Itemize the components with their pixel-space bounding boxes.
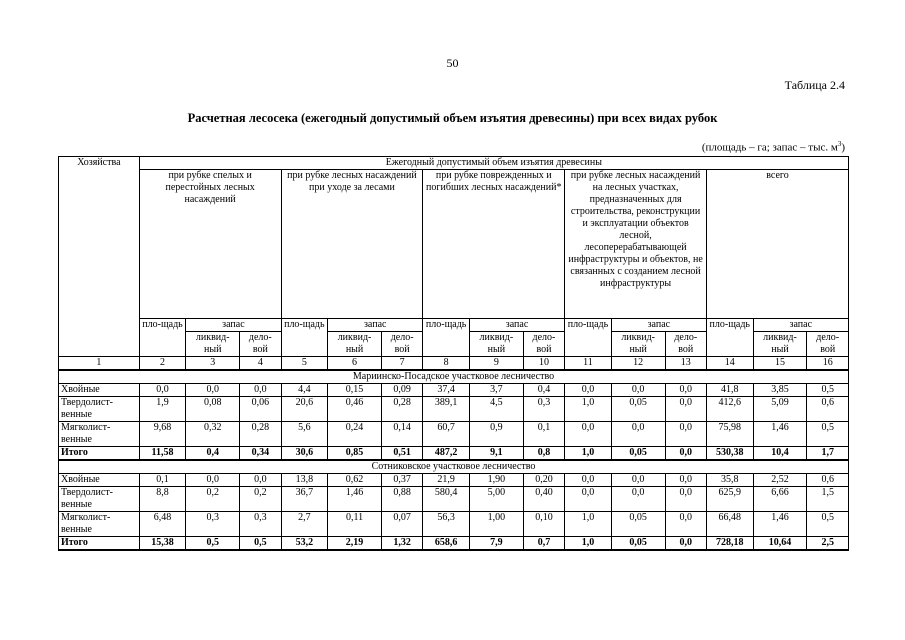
table-cell: 0,0 (611, 422, 665, 447)
header-stock: запас (753, 319, 848, 332)
table-row (59, 487, 849, 512)
total-cell: 0,0 (665, 537, 706, 551)
table-cell: 0,0 (240, 474, 281, 487)
column-number: 4 (240, 357, 281, 371)
table-cell: 0,09 (381, 384, 422, 397)
header-liquid: ликвид-ный (753, 332, 807, 357)
column-number: 16 (807, 357, 849, 371)
table-cell: 0,14 (381, 422, 422, 447)
column-numbers-row (59, 357, 849, 371)
header-stock: запас (328, 319, 423, 332)
total-cell: 15,38 (139, 537, 186, 551)
total-cell: 1,0 (565, 447, 612, 461)
table-cell: 0,5 (807, 384, 849, 397)
total-cell: 0,05 (611, 447, 665, 461)
table-cell: 13,8 (281, 474, 328, 487)
total-label: Итого (59, 447, 140, 461)
table-cell: 0,0 (665, 512, 706, 537)
header-business: дело-вой (240, 332, 281, 357)
total-cell: 0,5 (240, 537, 281, 551)
table-cell: 0,0 (240, 384, 281, 397)
total-row (59, 447, 849, 461)
column-number: 3 (186, 357, 240, 371)
total-cell: 1,32 (381, 537, 422, 551)
table-cell: 60,7 (423, 422, 470, 447)
table-cell: 0,9 (469, 422, 523, 447)
table-cell: 1,5 (807, 487, 849, 512)
header-row-label: Хозяйства (59, 157, 140, 357)
total-cell: 0,05 (611, 537, 665, 551)
row-name: Мягколист-венные (59, 512, 140, 537)
total-cell: 0,8 (523, 447, 564, 461)
table-row (59, 512, 849, 537)
total-cell: 2,5 (807, 537, 849, 551)
total-cell: 0,34 (240, 447, 281, 461)
table-cell: 6,48 (139, 512, 186, 537)
units-superscript: 3 (837, 140, 842, 148)
column-number: 15 (753, 357, 807, 371)
total-cell: 1,0 (565, 537, 612, 551)
total-cell: 53,2 (281, 537, 328, 551)
row-name: Мягколист-венные (59, 422, 140, 447)
header-liquid: ликвид-ный (328, 332, 382, 357)
column-number: 9 (469, 357, 523, 371)
column-number: 2 (139, 357, 186, 371)
total-cell: 530,38 (706, 447, 753, 461)
table-cell: 41,8 (706, 384, 753, 397)
section-row (59, 460, 849, 474)
table-cell: 0,6 (807, 397, 849, 422)
table-cell: 0,0 (565, 487, 612, 512)
total-cell: 10,64 (753, 537, 807, 551)
table-cell: 0,0 (665, 422, 706, 447)
table-cell: 0,0 (611, 487, 665, 512)
table-title: Расчетная лесосека (ежегодный допустимый объем изъятия древесины) при всех видах рубок (187, 111, 718, 125)
table-cell: 20,6 (281, 397, 328, 422)
header-business: дело-вой (665, 332, 706, 357)
total-cell: 2,19 (328, 537, 382, 551)
table-cell: 0,3 (523, 397, 564, 422)
header-liquid: ликвид-ный (469, 332, 523, 357)
table-cell: 1,0 (565, 397, 612, 422)
table-cell: 0,46 (328, 397, 382, 422)
column-number: 13 (665, 357, 706, 371)
total-cell: 0,4 (186, 447, 240, 461)
section-row (59, 370, 849, 384)
table-cell: 1,46 (753, 512, 807, 537)
total-cell: 10,4 (753, 447, 807, 461)
header-area: пло-щадь (139, 319, 186, 357)
table-cell: 0,0 (565, 422, 612, 447)
total-cell: 30,6 (281, 447, 328, 461)
table-cell: 412,6 (706, 397, 753, 422)
column-number: 1 (59, 357, 140, 371)
total-cell: 1,7 (807, 447, 849, 461)
table-row (59, 422, 849, 447)
page-number: 50 (446, 56, 459, 70)
table-cell: 4,4 (281, 384, 328, 397)
total-cell: 658,6 (423, 537, 470, 551)
header-business: дело-вой (807, 332, 849, 357)
table-cell: 0,0 (611, 384, 665, 397)
table-cell: 0,1 (139, 474, 186, 487)
row-name: Твердолист-венные (59, 487, 140, 512)
total-cell: 11,58 (139, 447, 186, 461)
table-cell: 0,3 (240, 512, 281, 537)
header-col-total: всего (706, 170, 848, 319)
table-cell: 3,7 (469, 384, 523, 397)
header-stock: запас (469, 319, 564, 332)
table-cell: 625,9 (706, 487, 753, 512)
column-number: 7 (381, 357, 422, 371)
table-cell: 0,11 (328, 512, 382, 537)
total-cell: 9,1 (469, 447, 523, 461)
table-cell: 0,08 (186, 397, 240, 422)
units-close: ) (841, 141, 845, 154)
header-row-group (59, 157, 849, 170)
table-cell: 0,06 (240, 397, 281, 422)
header-row-measures (59, 319, 849, 332)
table-cell: 0,20 (523, 474, 564, 487)
table-cell: 0,0 (665, 474, 706, 487)
table-cell: 3,85 (753, 384, 807, 397)
table-cell: 4,5 (469, 397, 523, 422)
table-cell: 0,40 (523, 487, 564, 512)
table-cell: 5,09 (753, 397, 807, 422)
table-number: Таблица 2.4 (784, 78, 845, 92)
header-business: дело-вой (381, 332, 422, 357)
header-row-categories (59, 170, 849, 319)
header-area: пло-щадь (706, 319, 753, 357)
header-col-thinning: при рубке лесных насаждений при уходе за лесами (281, 170, 423, 319)
table-cell: 0,88 (381, 487, 422, 512)
total-cell: 487,2 (423, 447, 470, 461)
table-cell: 0,10 (523, 512, 564, 537)
table-cell: 389,1 (423, 397, 470, 422)
total-cell: 7,9 (469, 537, 523, 551)
table-cell: 0,0 (565, 474, 612, 487)
table-cell: 0,05 (611, 512, 665, 537)
header-liquid: ликвид-ный (186, 332, 240, 357)
table-cell: 1,9 (139, 397, 186, 422)
table-cell: 0,15 (328, 384, 382, 397)
column-number: 8 (423, 357, 470, 371)
header-liquid: ликвид-ный (611, 332, 665, 357)
table-cell: 0,37 (381, 474, 422, 487)
table-cell: 37,4 (423, 384, 470, 397)
table-cell: 0,0 (186, 384, 240, 397)
header-area: пло-щадь (281, 319, 328, 357)
header-stock: запас (611, 319, 706, 332)
table-cell: 75,98 (706, 422, 753, 447)
table-cell: 0,6 (807, 474, 849, 487)
table-cell: 5,6 (281, 422, 328, 447)
table-cell: 1,46 (328, 487, 382, 512)
table-cell: 0,0 (665, 397, 706, 422)
total-label: Итого (59, 537, 140, 551)
table-cell: 1,90 (469, 474, 523, 487)
table-cell: 56,3 (423, 512, 470, 537)
table-cell: 0,0 (611, 474, 665, 487)
header-business: дело-вой (523, 332, 564, 357)
table-cell: 0,32 (186, 422, 240, 447)
column-number: 5 (281, 357, 328, 371)
header-col-mature: при рубке спелых и перестойных лесных насаждений (139, 170, 281, 319)
row-name: Хвойные (59, 384, 140, 397)
table-cell: 0,0 (186, 474, 240, 487)
table-cell: 0,5 (807, 422, 849, 447)
table-cell: 6,66 (753, 487, 807, 512)
table-cell: 0,0 (565, 384, 612, 397)
table-cell: 0,07 (381, 512, 422, 537)
table-cell: 5,00 (469, 487, 523, 512)
total-cell: 0,0 (665, 447, 706, 461)
table-row (59, 474, 849, 487)
total-cell: 728,18 (706, 537, 753, 551)
table-cell: 0,62 (328, 474, 382, 487)
table-cell: 0,2 (240, 487, 281, 512)
table-cell: 0,28 (381, 397, 422, 422)
table-cell: 1,46 (753, 422, 807, 447)
table-cell: 2,7 (281, 512, 328, 537)
column-number: 11 (565, 357, 612, 371)
section-title: Мариинско-Посадское участковое лесничество (59, 370, 849, 384)
forest-cut-table (58, 156, 849, 551)
table-cell: 0,2 (186, 487, 240, 512)
total-cell: 0,5 (186, 537, 240, 551)
table-row (59, 384, 849, 397)
total-row (59, 537, 849, 551)
row-name: Твердолист-венные (59, 397, 140, 422)
table-cell: 1,0 (565, 512, 612, 537)
table-cell: 2,52 (753, 474, 807, 487)
header-col-damaged: при рубке поврежденных и погибших лесных насаждений* (423, 170, 565, 319)
table-cell: 0,0 (665, 384, 706, 397)
section-title: Сотниковское участковое лесничество (59, 460, 849, 474)
units-note (702, 140, 845, 154)
units-text: (площадь – га; запас – тыс. м (701, 141, 838, 154)
table-row (59, 397, 849, 422)
table-cell: 0,05 (611, 397, 665, 422)
header-group: Ежегодный допустимый объем изъятия древесины (139, 157, 848, 170)
table-cell: 0,3 (186, 512, 240, 537)
table-cell: 0,5 (807, 512, 849, 537)
total-cell: 0,51 (381, 447, 422, 461)
table-cell: 1,00 (469, 512, 523, 537)
header-stock: запас (186, 319, 281, 332)
table-cell: 580,4 (423, 487, 470, 512)
table-cell: 0,24 (328, 422, 382, 447)
table-cell: 0,0 (139, 384, 186, 397)
table-cell: 0,0 (665, 487, 706, 512)
table-cell: 36,7 (281, 487, 328, 512)
table-cell: 35,8 (706, 474, 753, 487)
table-cell: 0,28 (240, 422, 281, 447)
table-cell: 21,9 (423, 474, 470, 487)
header-area: пло-щадь (565, 319, 612, 357)
table-cell: 66,48 (706, 512, 753, 537)
header-col-construction: при рубке лесных насаждений на лесных участках, предназначенных для строительства, реконструкции и эксплуатации объектов лесной, лесоперерабатывающей инфраструктуры и объектов, не связанных с созданием лесной инфраструктуры (565, 170, 707, 319)
table-cell: 0,4 (523, 384, 564, 397)
total-cell: 0,7 (523, 537, 564, 551)
table-cell: 0,1 (523, 422, 564, 447)
table-cell: 8,8 (139, 487, 186, 512)
header-area: пло-щадь (423, 319, 470, 357)
column-number: 12 (611, 357, 665, 371)
total-cell: 0,85 (328, 447, 382, 461)
table-cell: 9,68 (139, 422, 186, 447)
column-number: 10 (523, 357, 564, 371)
column-number: 6 (328, 357, 382, 371)
row-name: Хвойные (59, 474, 140, 487)
column-number: 14 (706, 357, 753, 371)
